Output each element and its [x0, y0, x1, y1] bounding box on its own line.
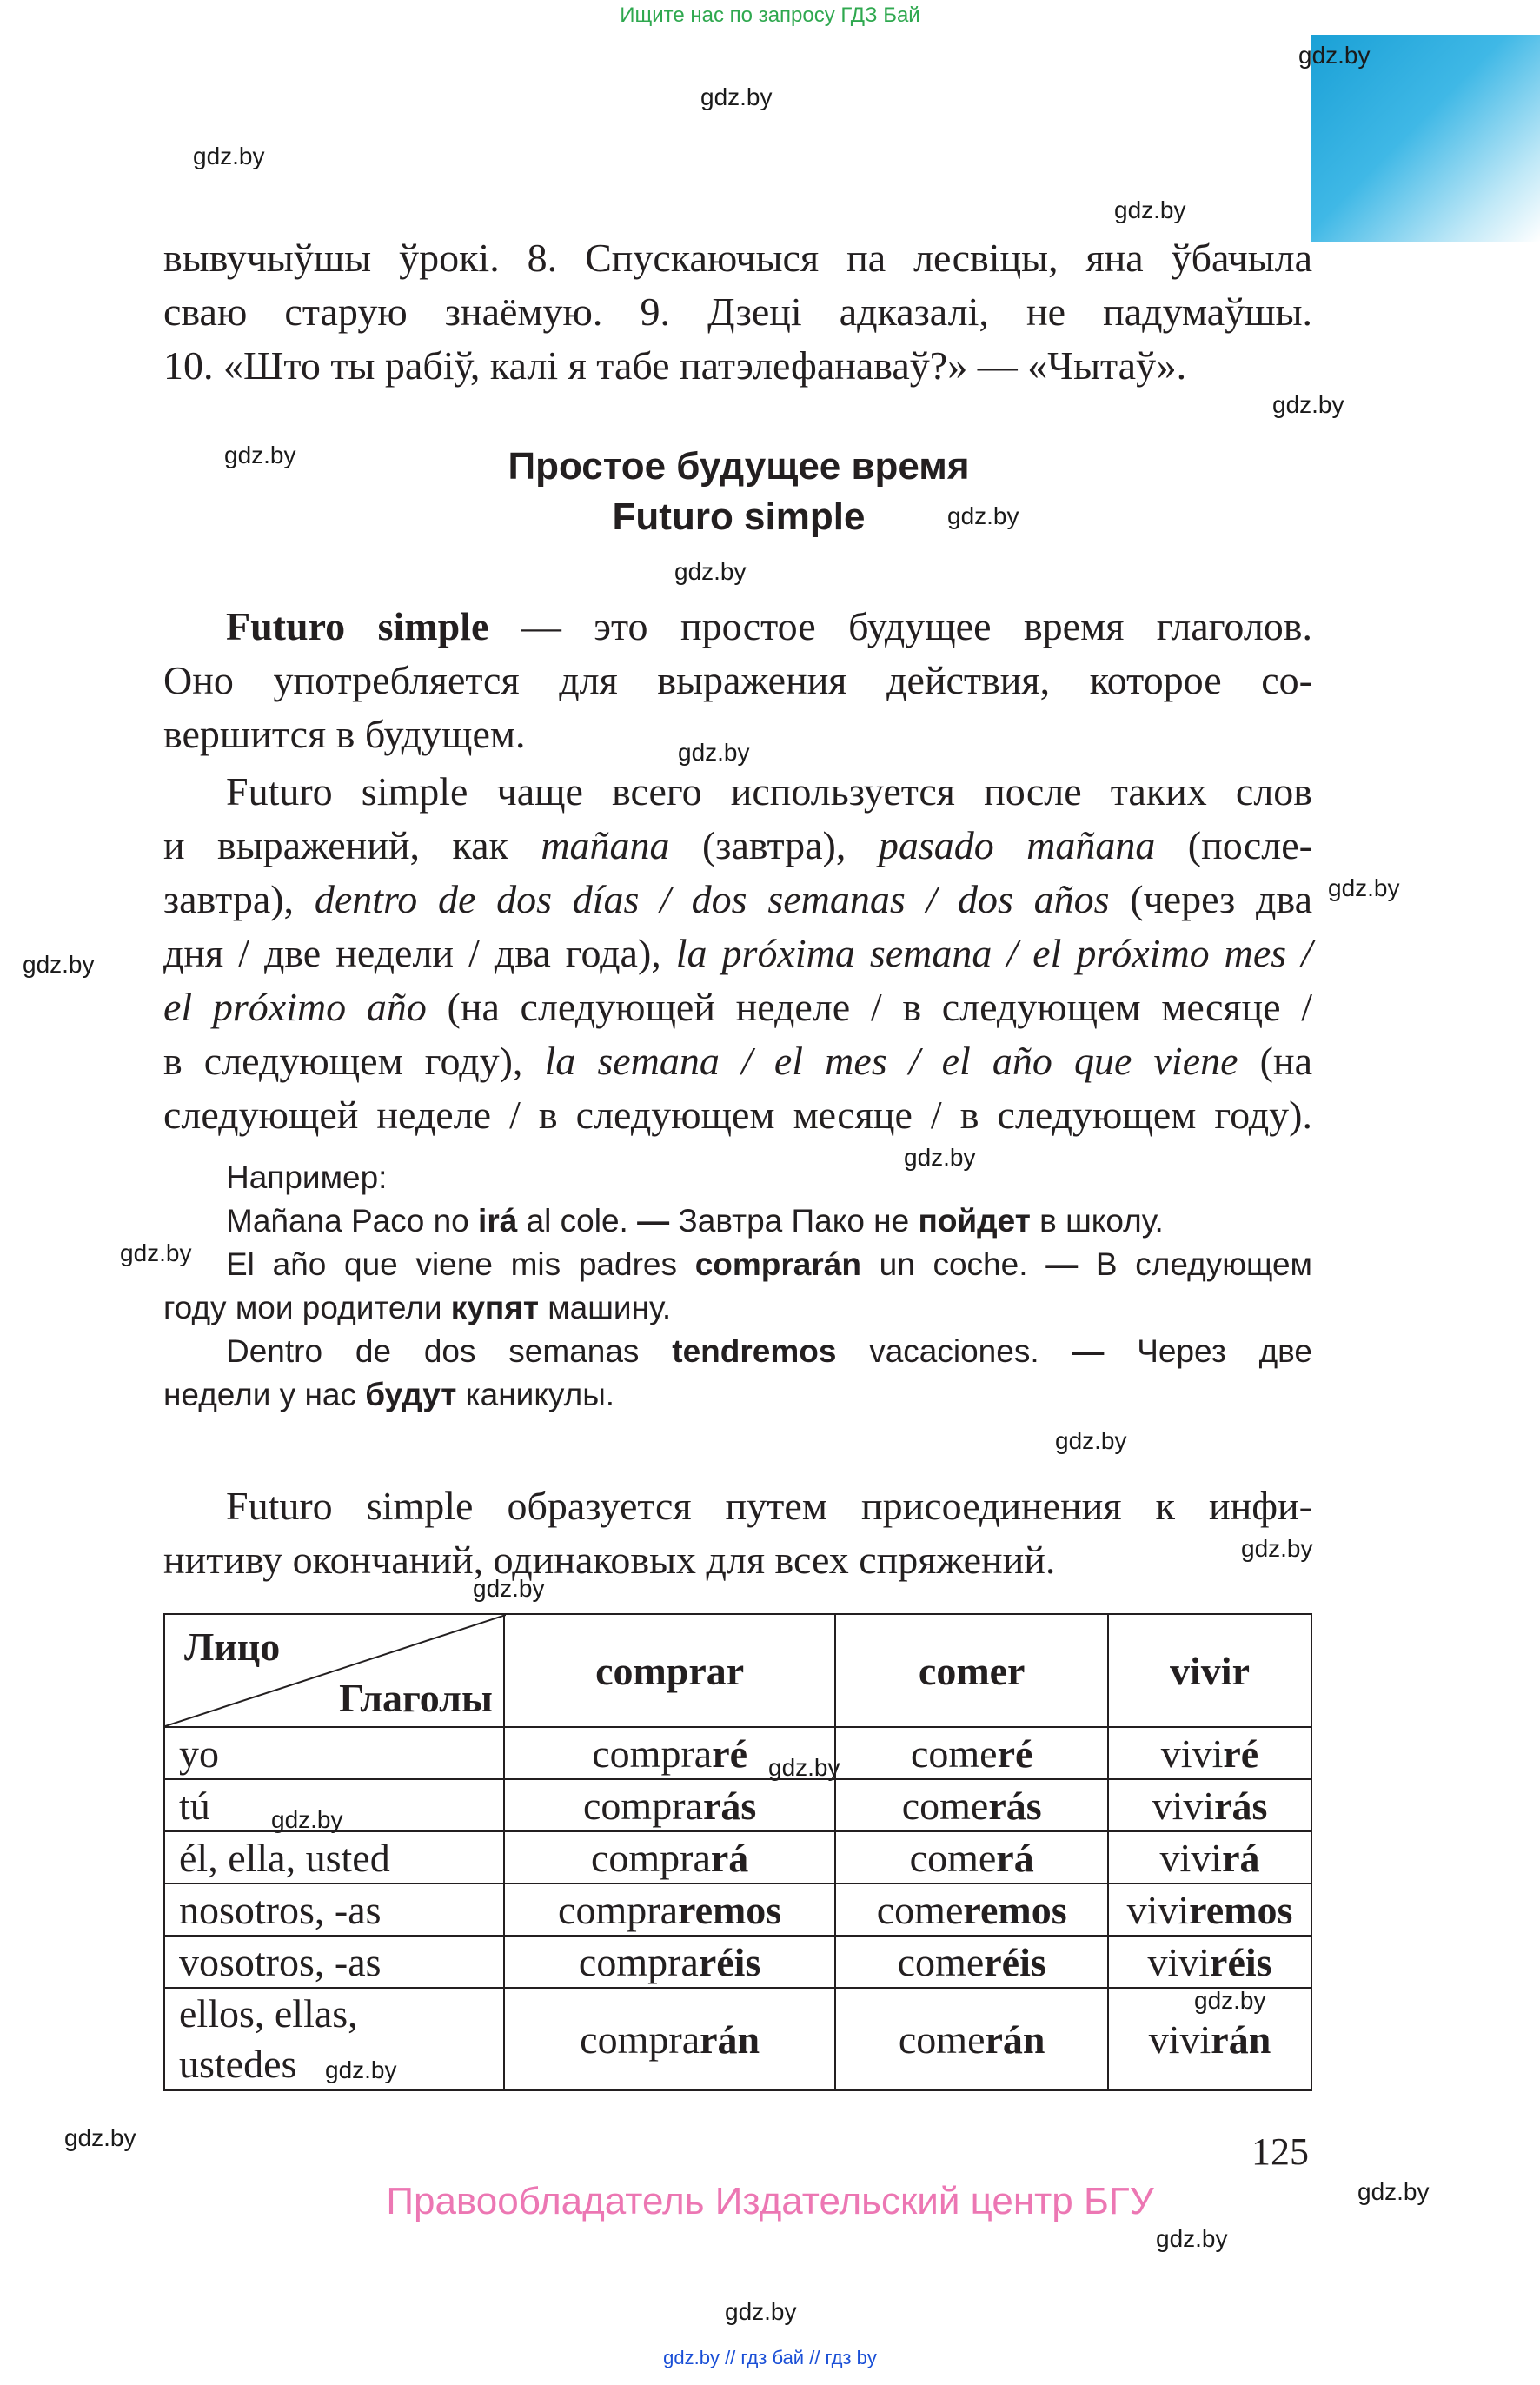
- formation-paragraph: [163, 1479, 1312, 1587]
- form-cell: comprará: [504, 1831, 835, 1883]
- form-cell: compraréis: [504, 1936, 835, 1988]
- form-cell: vivirás: [1108, 1779, 1311, 1831]
- top-banner: Ищите нас по запросу ГДЗ Бай: [620, 3, 920, 27]
- table-row: [164, 1831, 1311, 1883]
- text-line: Оно употребляется для выражения действия, которое со-: [163, 658, 1312, 702]
- verb-header: comprar: [504, 1614, 835, 1727]
- verb-header: comer: [835, 1614, 1108, 1727]
- watermark: gdz.by: [224, 442, 296, 468]
- text-line: Futuro simple образуется путем присоединения к инфи-: [226, 1484, 1312, 1528]
- watermark: gdz.by: [1298, 42, 1371, 69]
- watermark: gdz.by: [678, 739, 750, 766]
- form-cell: compraremos: [504, 1883, 835, 1936]
- watermark: gdz.by: [473, 1575, 545, 1602]
- table-row: [164, 1727, 1311, 1779]
- usage-paragraph: Futuro simple чаще всего используется после таких слов и выражений, как mañana (завтра), pasado mañana (после- завтра), dentro de dos días / dos semanas / dos años (через два дня / две недели / два года), la próxima semana / el próximo mes / el próximo año (на следующей неделе / в следующем месяце / в следующем году), la semana / el mes / el año que viene (на следующей неделе / в следующем месяце / в следующем году).: [163, 765, 1312, 1142]
- form-cell: viviremos: [1108, 1883, 1311, 1936]
- watermark: gdz.by: [1055, 1427, 1127, 1454]
- bottom-links[interactable]: gdz.by // гдз бай // гдз by: [663, 2347, 877, 2368]
- term: Futuro simple: [226, 604, 489, 648]
- section-subheading: Futuro simple: [612, 495, 866, 538]
- watermark: gdz.by: [1357, 2178, 1430, 2205]
- text-line: вершится в будущем.: [163, 712, 526, 756]
- form-cell: comprarás: [504, 1779, 835, 1831]
- text-line: нитиву окончаний, одинаковых для всех спряжений.: [163, 1538, 1056, 1582]
- corner-header-cell: Лицо Глаголы: [164, 1614, 504, 1727]
- person-cell: tú: [164, 1779, 504, 1831]
- person-cell: yo: [164, 1727, 504, 1779]
- watermark: gdz.by: [1156, 2225, 1228, 2252]
- watermark: gdz.by: [193, 143, 265, 169]
- watermark: gdz.by: [768, 1754, 840, 1781]
- person-cell: ellos, ellas, ustedes: [164, 1988, 504, 2090]
- table-header-row: [164, 1614, 1311, 1727]
- text-line: вывучыўшы ўрокі. 8. Спускаючыся па лесвіцы, яна ўбачыла: [163, 236, 1312, 280]
- watermark: gdz.by: [325, 2056, 397, 2083]
- form-cell: comeremos: [835, 1883, 1108, 1936]
- form-cell: viviréis: [1108, 1936, 1311, 1988]
- text-line: 10. «Што ты рабіў, калі я табе патэлефанаваў?» — «Чытаў».: [163, 343, 1187, 388]
- verb-header: vivir: [1108, 1614, 1311, 1727]
- person-cell: vosotros, -as: [164, 1936, 504, 1988]
- watermark: gdz.by: [1194, 1987, 1266, 2014]
- person-cell: él, ella, usted: [164, 1831, 504, 1883]
- watermark: gdz.by: [904, 1144, 976, 1171]
- watermark: gdz.by: [23, 951, 95, 978]
- conjugation-table: [163, 1613, 1312, 2091]
- form-cell: viviré: [1108, 1727, 1311, 1779]
- watermark: gdz.by: [1114, 196, 1186, 223]
- watermark: gdz.by: [120, 1239, 192, 1266]
- watermark: gdz.by: [947, 502, 1019, 529]
- text-line: сваю старую знаёмую. 9. Дзеці адказалі, не падумаўшы.: [163, 289, 1312, 334]
- table-row: [164, 1988, 1311, 2090]
- table-row: [164, 1936, 1311, 1988]
- watermark: gdz.by: [725, 2298, 797, 2325]
- form-cell: comerán: [835, 1988, 1108, 2090]
- watermark: gdz.by: [674, 558, 747, 585]
- table-row: [164, 1779, 1311, 1831]
- watermark: gdz.by: [64, 2124, 136, 2151]
- form-cell: comeré: [835, 1727, 1108, 1779]
- watermark: gdz.by: [700, 83, 773, 110]
- person-cell: nosotros, -as: [164, 1883, 504, 1936]
- watermark: gdz.by: [1272, 391, 1344, 418]
- form-cell: comerás: [835, 1779, 1108, 1831]
- copyright-footer: Правообладатель Издательский центр БГУ: [386, 2180, 1154, 2222]
- form-cell: vivirán: [1108, 1988, 1311, 2090]
- text-line: Futuro simple чаще всего используется после таких слов: [226, 769, 1312, 814]
- watermark: gdz.by: [271, 1806, 343, 1833]
- form-cell: comerá: [835, 1831, 1108, 1883]
- form-cell: vivirá: [1108, 1831, 1311, 1883]
- page-number: 125: [1251, 2130, 1309, 2173]
- examples-label: Например:: [226, 1159, 388, 1195]
- examples-block: Например: Mañana Paco no irá al cole. — Завтра Пако не пойдет в школу. El año que viene mis padres comprarán un coche. — В следующем году мои родители купят машину. Dentro de dos semanas tendremos vacaciones. — Через две недели у нас будут каникулы.: [163, 1156, 1312, 1417]
- form-cell: compraré: [504, 1727, 835, 1779]
- watermark: gdz.by: [1241, 1535, 1313, 1562]
- intro-paragraph: Futuro simple — это простое будущее время глаголов. Оно употребляется для выражения действия, которое со- вершится в будущем.: [163, 600, 1312, 761]
- form-cell: comprarán: [504, 1988, 835, 2090]
- watermark: gdz.by: [1328, 874, 1400, 901]
- form-cell: comeréis: [835, 1936, 1108, 1988]
- section-heading: Простое будущее время: [508, 445, 970, 488]
- table-row: [164, 1883, 1311, 1936]
- top-paragraph: [163, 231, 1312, 393]
